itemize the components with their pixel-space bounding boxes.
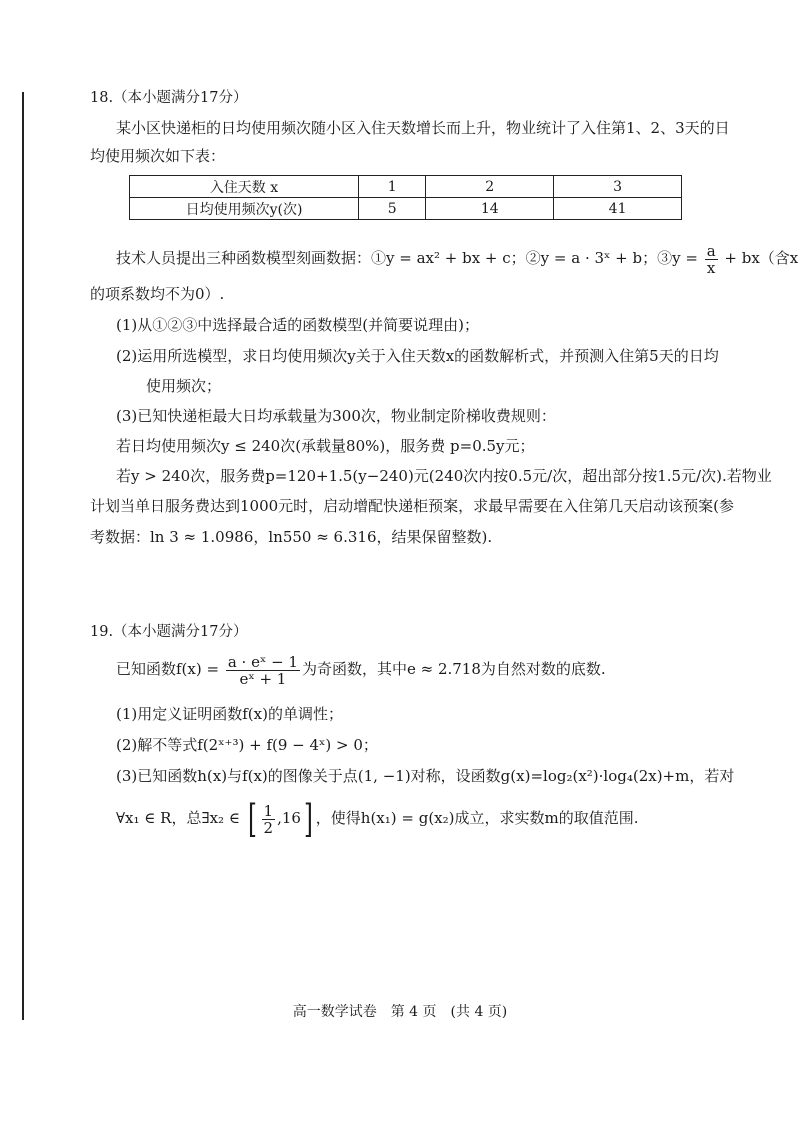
q19-intro-suffix: 为奇函数，其中e ≈ 2.718为自然对数的底数. (301, 660, 606, 678)
fraction-denominator: eˣ + 1 (239, 669, 287, 688)
q19-title: 19.（本小题满分17分） (90, 624, 248, 640)
q19-part3-line2 (116, 796, 639, 840)
q18-intro-line1: 某小区快递柜的日均使用频次随小区入住天数增长而上升，物业统计了入住第1、2、3天的日 (116, 119, 730, 137)
interval-end: ,16 (277, 809, 301, 827)
interval-fraction (262, 803, 276, 836)
q18-part3-line5: 考数据：ln 3 ≈ 1.0986，ln550 ≈ 6.316，结果保留整数). (90, 528, 493, 546)
q18-part1: (1)从①②③中选择最合适的函数模型(并简要说理由)； (116, 316, 479, 334)
q18-title: 18.（本小题满分17分） (90, 90, 248, 106)
fraction-numerator: 1 (263, 801, 274, 820)
table-row (130, 176, 682, 198)
q18-part3-line3: 若y > 240次，服务费p=120+1.5(y−240)元(240次内按0.5元/次，超出部分按1.5元/次).若物业 (116, 467, 772, 485)
q18-models-suffix: + bx（含x (719, 249, 799, 267)
table-header-frequency: 日均使用频次y(次) (130, 198, 359, 220)
table-cell: 1 (359, 176, 426, 198)
binding-margin-line (22, 92, 24, 1020)
q18-data-table (129, 175, 682, 220)
table-cell: 3 (554, 176, 682, 198)
q19-part1: (1)用定义证明函数f(x)的单调性； (116, 705, 343, 723)
page-footer: 高一数学试卷 第 4 页 (共 4 页) (292, 1004, 508, 1020)
q19-function-fraction (226, 654, 300, 687)
q18-models-line (116, 240, 798, 276)
table-cell: 41 (554, 198, 682, 220)
q19-intro-line (116, 650, 606, 688)
q18-part2-line1: (2)运用所选模型，求日均使用频次y关于入住天数x的函数解析式，并预测入住第5天的日均 (116, 347, 719, 365)
table-row (130, 198, 682, 220)
q19-part3-prefix: ∀x₁ ∈ R，总∃x₂ ∈ (116, 809, 245, 827)
q18-part3-line4: 计划当单日服务费达到1000元时，启动增配快递柜预案，求最早需要在入住第几天启动该预案(参 (90, 497, 735, 515)
table-header-days: 入住天数 x (130, 176, 359, 198)
table-cell: 14 (426, 198, 554, 220)
q18-models-line2: 的项系数均不为0）. (90, 285, 225, 303)
q18-intro-line2: 均使用频次如下表： (90, 147, 226, 165)
q19-intro-prefix: 已知函数f(x) = (116, 660, 224, 678)
fraction-numerator: a · eˣ − 1 (227, 652, 298, 671)
table-cell: 5 (359, 198, 426, 220)
q18-part3-line1: (3)已知快递柜最大日均承载量为300次，物业制定阶梯收费规则： (116, 407, 556, 425)
fraction-numerator: a (706, 241, 716, 260)
interval-right-bracket: ] (303, 797, 313, 841)
q18-models-prefix: 技术人员提出三种函数模型刻画数据：①y = ax² + bx + c；②y = a · 3ˣ + b；③y = (116, 249, 703, 267)
q18-model3-fraction (705, 243, 718, 276)
table-cell: 2 (426, 176, 554, 198)
interval-left-bracket: [ (247, 797, 257, 841)
fraction-denominator: x (706, 258, 716, 277)
q19-part3-line1: (3)已知函数h(x)与f(x)的图像关于点(1, −1)对称，设函数g(x)=log₂(x²)·log₄(2x)+m，若对 (116, 767, 735, 785)
q18-part2-line2: 使用频次； (146, 377, 222, 395)
q19-part2: (2)解不等式f(2ˣ⁺³) + f(9 − 4ˣ) > 0； (116, 736, 378, 754)
q19-part3-suffix: ，使得h(x₁) = g(x₂)成立，求实数m的取值范围. (315, 809, 639, 827)
q18-part3-line2: 若日均使用频次y ≤ 240次(承载量80%)，服务费 p=0.5y元； (116, 437, 535, 455)
fraction-denominator: 2 (263, 818, 274, 837)
